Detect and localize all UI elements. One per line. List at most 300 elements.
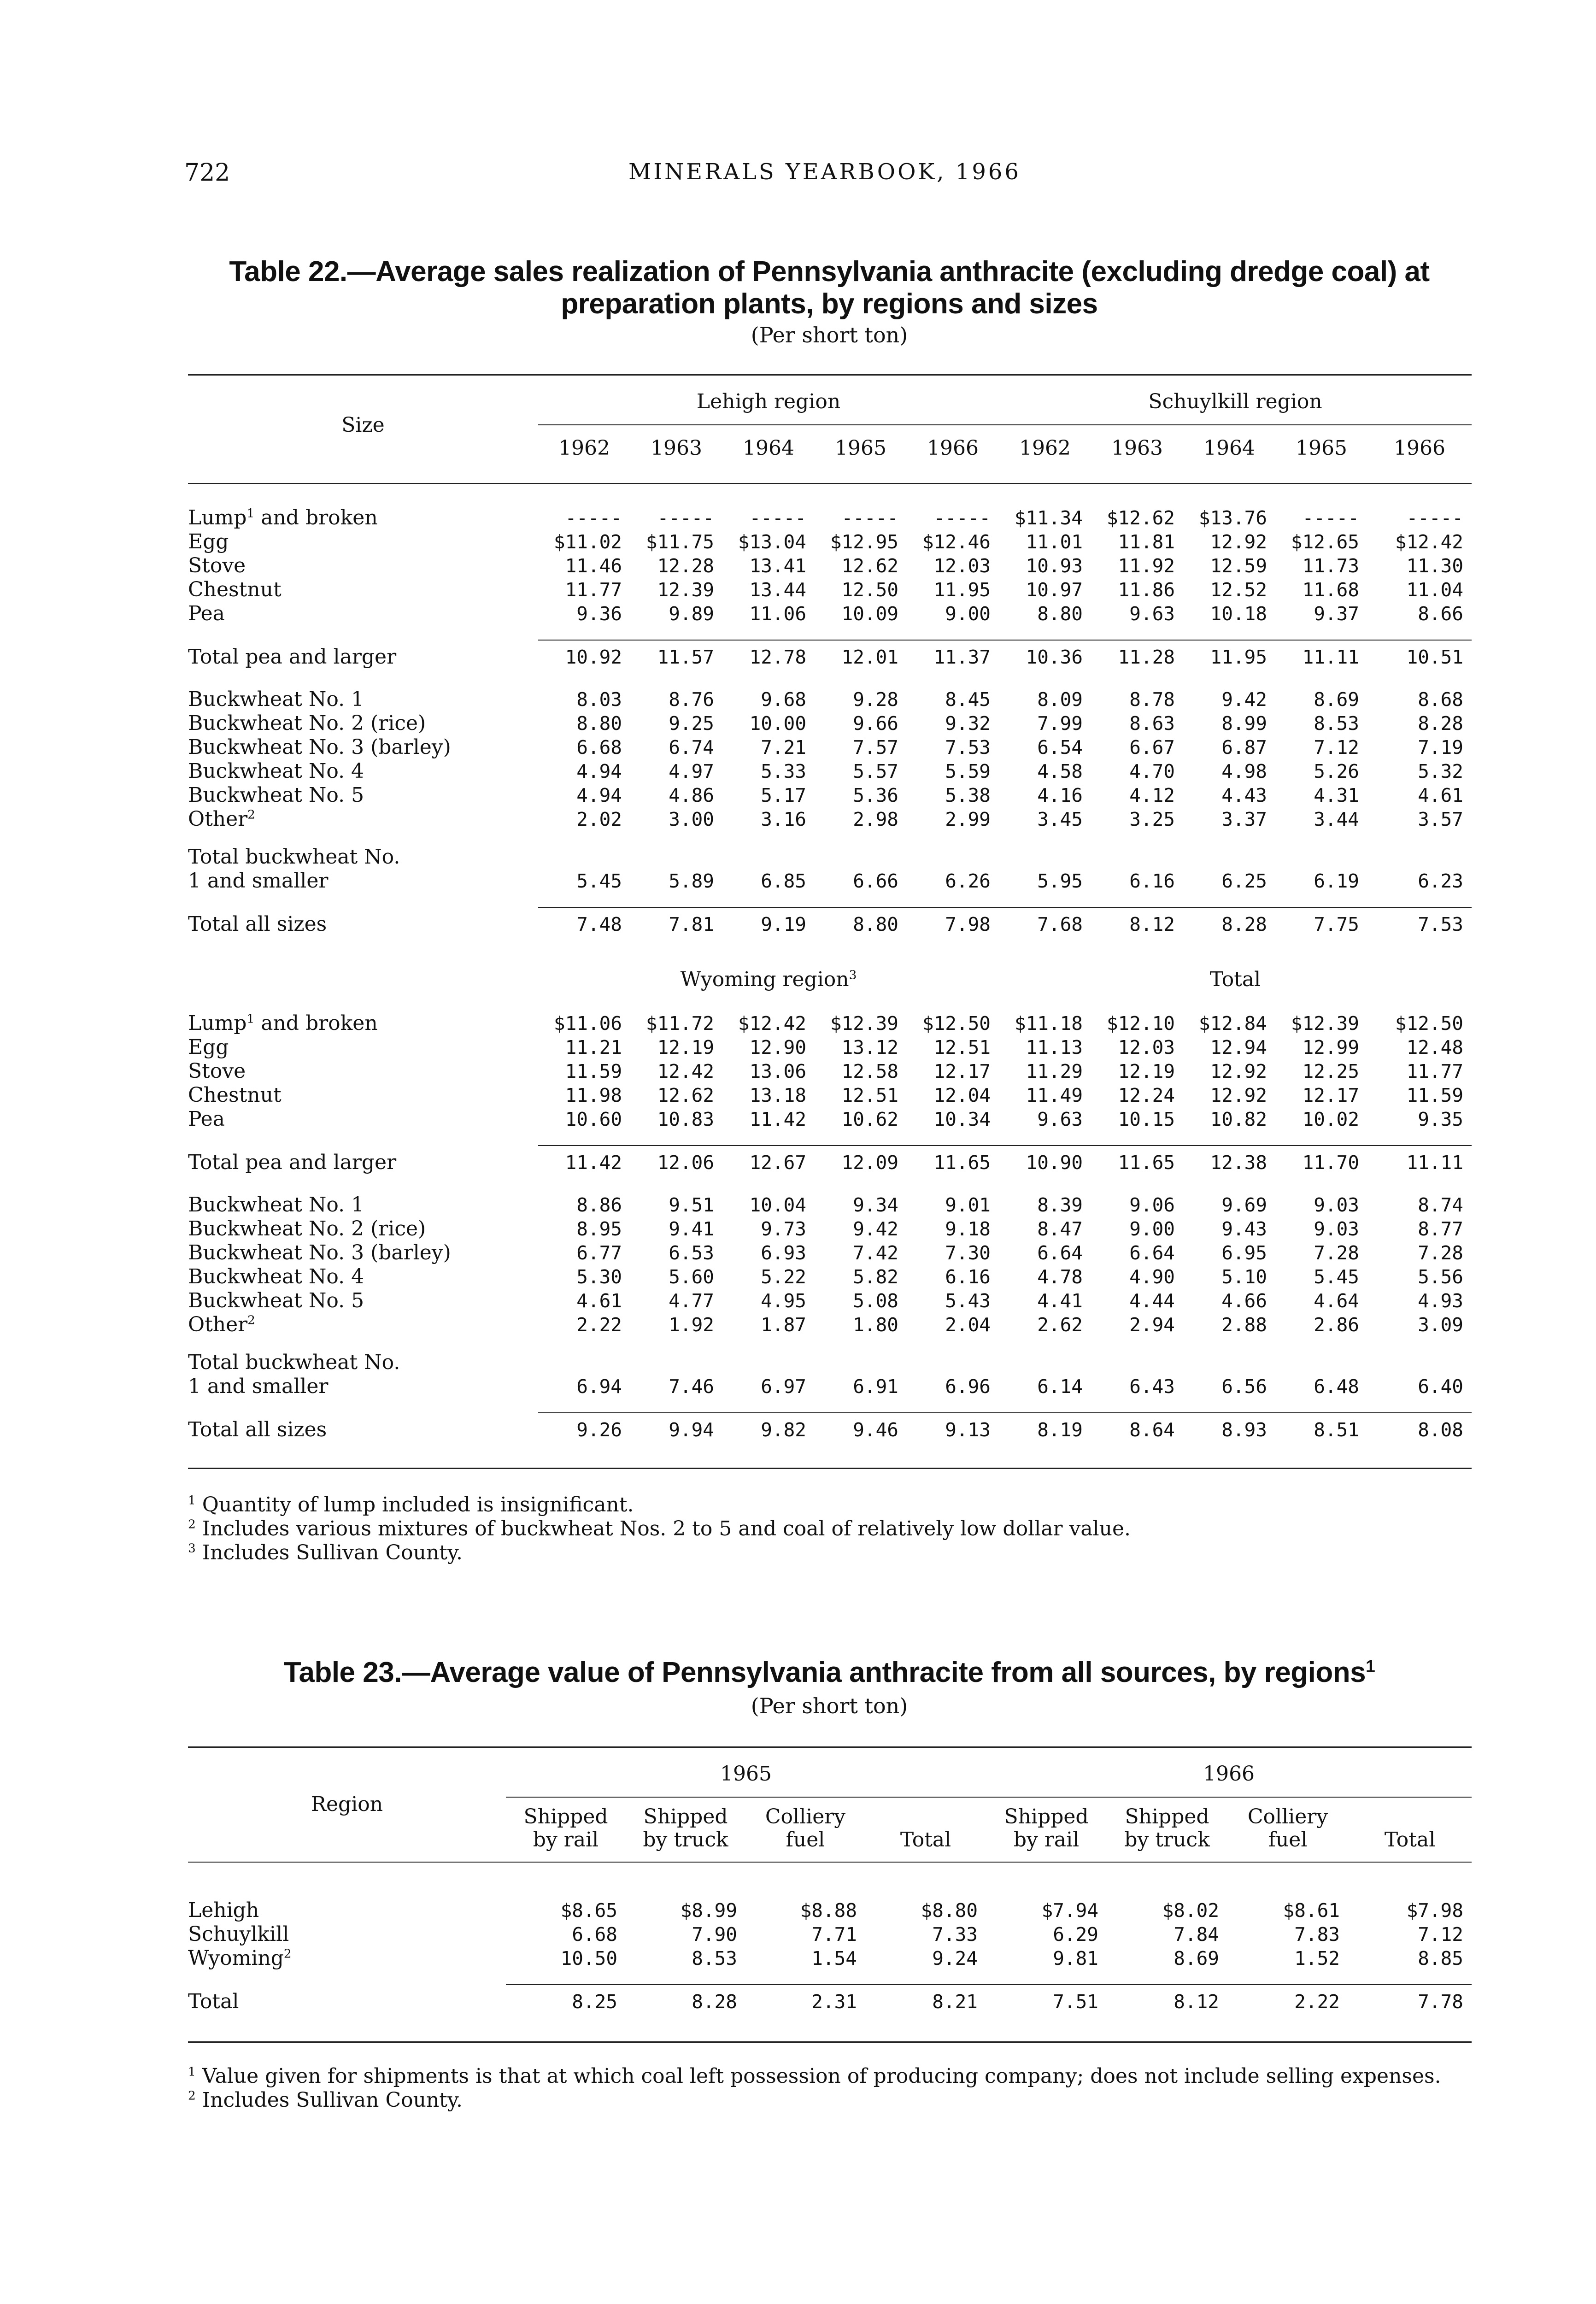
value-cell: 6.26 — [945, 870, 991, 892]
row-label: Other$^2$ — [188, 807, 255, 831]
value-cell: 6.97 — [761, 1375, 806, 1398]
value-cell: 6.95 — [1221, 1242, 1267, 1264]
value-cell: $11.34 — [1014, 507, 1083, 529]
value-cell: 9.51 — [669, 1194, 714, 1216]
value-cell: 4.97 — [669, 760, 714, 782]
value-cell: 11.65 — [1091, 1146, 1183, 1179]
value-cell: 5.43 — [945, 1290, 991, 1312]
value-cell: 9.26 — [538, 1413, 630, 1446]
value-cell: 6.29 — [1053, 1923, 1098, 1945]
value-cell: 4.93 — [1418, 1290, 1463, 1312]
year-header: 1962 — [558, 436, 610, 460]
value-cell: $12.84 — [1198, 1012, 1267, 1034]
value-cell: 7.99 — [1037, 712, 1083, 735]
row-label: Lehigh — [188, 1898, 259, 1922]
table-row — [188, 1059, 1472, 1083]
table-row — [188, 1193, 1472, 1217]
value-cell: 6.19 — [1314, 870, 1359, 892]
value-cell: 7.84 — [1174, 1923, 1219, 1945]
empty-cell — [815, 1351, 907, 1375]
value-cell: $8.61 — [1283, 1899, 1340, 1922]
value-cell: 10.15 — [1118, 1108, 1175, 1130]
value-cell: 5.22 — [761, 1266, 806, 1288]
value-cell: 2.98 — [853, 808, 898, 830]
value-cell: 7.53 — [945, 736, 991, 758]
value-cell: 1.54 — [811, 1947, 857, 1969]
value-cell: 10.82 — [1210, 1108, 1267, 1130]
value-cell: 8.03 — [576, 688, 622, 711]
value-cell: 9.03 — [1314, 1218, 1359, 1240]
value-cell: 4.94 — [576, 760, 622, 782]
value-cell: 3.45 — [1037, 808, 1083, 830]
value-cell: 10.02 — [1302, 1108, 1359, 1130]
value-cell: ----- — [1406, 507, 1463, 529]
value-cell: 4.41 — [1037, 1290, 1083, 1312]
table-row — [188, 1898, 1472, 1922]
value-cell: 10.34 — [933, 1108, 991, 1130]
value-cell: ----- — [841, 507, 898, 529]
value-cell: 8.77 — [1418, 1218, 1463, 1240]
table22-header-rule — [188, 483, 1472, 484]
value-cell: 3.16 — [761, 808, 806, 830]
value-cell: 9.46 — [815, 1413, 907, 1446]
value-cell: 4.66 — [1221, 1290, 1267, 1312]
row-label: Buckwheat No. 2 (rice) — [188, 711, 426, 735]
value-cell: 4.12 — [1129, 784, 1175, 806]
value-cell: 11.01 — [1026, 531, 1083, 553]
value-cell: 7.57 — [853, 736, 898, 758]
value-cell: $12.65 — [1291, 531, 1359, 553]
value-cell: 9.24 — [932, 1947, 978, 1969]
value-cell: 9.63 — [1037, 1108, 1083, 1130]
value-cell: 12.67 — [722, 1146, 815, 1179]
value-cell: 7.75 — [1275, 907, 1367, 941]
value-cell: 5.95 — [1037, 870, 1083, 892]
value-cell: ----- — [657, 507, 714, 529]
table-row — [188, 807, 1472, 831]
value-cell: 6.67 — [1129, 736, 1175, 758]
value-cell: 11.49 — [1026, 1084, 1083, 1106]
value-cell: 4.77 — [669, 1290, 714, 1312]
value-cell: 11.30 — [1406, 555, 1463, 577]
value-cell: $12.10 — [1106, 1012, 1175, 1034]
value-cell: 12.03 — [933, 555, 991, 577]
table-row — [188, 759, 1472, 783]
value-cell: $8.80 — [921, 1899, 978, 1922]
row-label: Buckwheat No. 4 — [188, 759, 364, 783]
total-row — [188, 869, 1472, 893]
value-cell: 4.43 — [1221, 784, 1267, 806]
value-cell: 5.26 — [1314, 760, 1359, 782]
value-cell: 8.66 — [1418, 603, 1463, 625]
column-header: Shipped by rail — [1004, 1805, 1089, 1851]
table23-body — [188, 1898, 1472, 2018]
column-header: Total — [900, 1828, 951, 1851]
value-cell: 2.22 — [576, 1314, 622, 1336]
value-cell: 8.12 — [1107, 1985, 1227, 2018]
value-cell: 5.08 — [853, 1290, 898, 1312]
value-cell: 6.87 — [1221, 736, 1267, 758]
value-cell: 9.42 — [853, 1218, 898, 1240]
row-label: Total — [188, 1989, 239, 2013]
table-row — [188, 711, 1472, 735]
value-cell: 8.53 — [692, 1947, 737, 1969]
value-cell: 11.11 — [1275, 640, 1367, 674]
value-cell: 6.48 — [1314, 1375, 1359, 1398]
value-cell: 6.14 — [1037, 1375, 1083, 1398]
value-cell: 1.87 — [761, 1314, 806, 1336]
value-cell: 8.69 — [1314, 688, 1359, 711]
value-cell: 11.81 — [1118, 531, 1175, 553]
value-cell: 11.21 — [565, 1036, 622, 1058]
value-cell: 13.44 — [749, 579, 806, 601]
footnote: $^1$ Quantity of lump included is insignificant. — [188, 1493, 634, 1516]
table-row — [188, 578, 1472, 602]
value-cell: 6.77 — [576, 1242, 622, 1264]
total-row — [188, 1985, 1472, 2018]
value-cell: 12.17 — [1302, 1084, 1359, 1106]
value-cell: $12.39 — [830, 1012, 898, 1034]
value-cell: 8.53 — [1314, 712, 1359, 735]
value-cell: $12.95 — [830, 531, 898, 553]
value-cell: ----- — [749, 507, 806, 529]
value-cell: $12.39 — [1291, 1012, 1359, 1034]
value-cell: 6.16 — [1129, 870, 1175, 892]
footnote: $^2$ Includes various mixtures of buckwheat Nos. 2 to 5 and coal of relatively low dollar value. — [188, 1517, 1131, 1540]
value-cell: 7.46 — [669, 1375, 714, 1398]
value-cell: 6.43 — [1129, 1375, 1175, 1398]
year-header: 1966 — [927, 436, 979, 460]
value-cell: 11.42 — [749, 1108, 806, 1130]
value-cell: 11.92 — [1118, 555, 1175, 577]
value-cell: 12.92 — [1210, 531, 1267, 553]
table22-section1 — [188, 506, 1472, 941]
page-number: 722 — [184, 159, 230, 187]
value-cell: 12.04 — [933, 1084, 991, 1106]
value-cell: 2.22 — [1227, 1985, 1348, 2018]
value-cell: $11.72 — [645, 1012, 714, 1034]
table22-section2 — [188, 1011, 1472, 1446]
value-cell: ----- — [933, 507, 991, 529]
empty-cell — [1091, 1351, 1183, 1375]
row-label: 1 and smaller — [188, 1375, 329, 1398]
year-header: 1963 — [1111, 436, 1163, 460]
value-cell: 5.36 — [853, 784, 898, 806]
size-column-header: Size — [341, 413, 385, 437]
value-cell: 8.19 — [999, 1413, 1091, 1446]
value-cell: 6.56 — [1221, 1375, 1267, 1398]
value-cell: 10.36 — [999, 640, 1091, 674]
value-cell: 6.53 — [669, 1242, 714, 1264]
value-cell: 8.86 — [576, 1194, 622, 1216]
value-cell: $12.42 — [1395, 531, 1463, 553]
value-cell: 8.95 — [576, 1218, 622, 1240]
value-cell: 5.17 — [761, 784, 806, 806]
value-cell: 10.00 — [749, 712, 806, 735]
value-cell: 9.89 — [669, 603, 714, 625]
value-cell: 5.60 — [669, 1266, 714, 1288]
value-cell: 1.92 — [669, 1314, 714, 1336]
row-label: Total buckwheat No. — [188, 845, 400, 869]
row-label: Buckwheat No. 1 — [188, 688, 364, 711]
value-cell: $11.75 — [645, 531, 714, 553]
table23-header — [188, 1751, 1472, 1857]
value-cell: $13.04 — [738, 531, 806, 553]
region-column-header: Region — [311, 1792, 383, 1816]
value-cell: 6.91 — [853, 1375, 898, 1398]
value-cell: $13.76 — [1198, 507, 1267, 529]
value-cell: 9.32 — [945, 712, 991, 735]
row-label: Total pea and larger — [188, 1150, 397, 1174]
value-cell: 3.09 — [1418, 1314, 1463, 1336]
row-label: Schuylkill — [188, 1922, 289, 1946]
year-header: 1964 — [743, 436, 794, 460]
value-cell: 1.52 — [1294, 1947, 1340, 1969]
empty-cell — [1275, 1351, 1367, 1375]
value-cell: 8.09 — [1037, 688, 1083, 711]
value-cell: 11.95 — [1183, 640, 1275, 674]
value-cell: 12.58 — [841, 1060, 898, 1082]
value-cell: 9.94 — [630, 1413, 722, 1446]
table-row — [188, 602, 1472, 626]
empty-cell — [1183, 845, 1275, 869]
value-cell: 10.97 — [1026, 579, 1083, 601]
value-cell: 7.90 — [692, 1923, 737, 1945]
value-cell: 9.82 — [722, 1413, 815, 1446]
running-title: MINERALS YEARBOOK, 1966 — [628, 159, 1021, 185]
value-cell: 3.25 — [1129, 808, 1175, 830]
value-cell: 7.28 — [1418, 1242, 1463, 1264]
value-cell: 7.12 — [1314, 736, 1359, 758]
value-cell: 5.89 — [669, 870, 714, 892]
value-cell: 7.98 — [907, 907, 999, 941]
value-cell: 9.13 — [907, 1413, 999, 1446]
row-label: Chestnut — [188, 1083, 282, 1107]
value-cell: $8.65 — [560, 1899, 617, 1922]
value-cell: 12.09 — [815, 1146, 907, 1179]
value-cell: 12.25 — [1302, 1060, 1359, 1082]
value-cell: 6.54 — [1037, 736, 1083, 758]
value-cell: 2.04 — [945, 1314, 991, 1336]
value-cell: 8.80 — [815, 907, 907, 941]
value-cell: 8.99 — [1221, 712, 1267, 735]
value-cell: 9.41 — [669, 1218, 714, 1240]
value-cell: 8.76 — [669, 688, 714, 711]
table-row — [188, 1241, 1472, 1265]
value-cell: 10.62 — [841, 1108, 898, 1130]
value-cell: 3.00 — [669, 808, 714, 830]
value-cell: 8.39 — [1037, 1194, 1083, 1216]
value-cell: 4.61 — [1418, 784, 1463, 806]
value-cell: 9.18 — [945, 1218, 991, 1240]
value-cell: 7.12 — [1418, 1923, 1463, 1945]
table-row — [188, 1946, 1472, 1970]
row-label: Buckwheat No. 3 (barley) — [188, 735, 451, 759]
value-cell: 4.90 — [1129, 1266, 1175, 1288]
value-cell: 6.66 — [853, 870, 898, 892]
value-cell: 8.51 — [1275, 1413, 1367, 1446]
value-cell: 5.10 — [1221, 1266, 1267, 1288]
table-row — [188, 1313, 1472, 1337]
table22-footnotes — [188, 1493, 1473, 1565]
value-cell: 13.12 — [841, 1036, 898, 1058]
value-cell: 10.60 — [565, 1108, 622, 1130]
value-cell: 8.25 — [506, 1985, 626, 2018]
empty-cell — [538, 845, 630, 869]
value-cell: 2.88 — [1221, 1314, 1267, 1336]
value-cell: 8.63 — [1129, 712, 1175, 735]
value-cell: 8.45 — [945, 688, 991, 711]
value-cell: 7.83 — [1294, 1923, 1340, 1945]
value-cell: 5.38 — [945, 784, 991, 806]
value-cell: 6.25 — [1221, 870, 1267, 892]
value-cell: 10.92 — [538, 640, 630, 674]
empty-cell — [1275, 845, 1367, 869]
value-cell: 12.52 — [1210, 579, 1267, 601]
empty-cell — [630, 845, 722, 869]
table22-title-line1: Table 22.—Average sales realization of Pennsylvania anthracite (excluding dredge coal) at — [229, 256, 1430, 288]
value-cell: 11.68 — [1302, 579, 1359, 601]
row-label: Buckwheat No. 5 — [188, 783, 364, 807]
value-cell: 12.42 — [657, 1060, 714, 1082]
value-cell: 5.82 — [853, 1266, 898, 1288]
value-cell: 6.40 — [1418, 1375, 1463, 1398]
value-cell: 8.93 — [1183, 1413, 1275, 1446]
value-cell: 11.04 — [1406, 579, 1463, 601]
value-cell: 9.28 — [853, 688, 898, 711]
value-cell: 10.04 — [749, 1194, 806, 1216]
value-cell: 3.57 — [1418, 808, 1463, 830]
footnote: $^3$ Includes Sullivan County. — [188, 1541, 463, 1564]
column-header: Total — [1384, 1828, 1436, 1851]
table-row — [188, 688, 1472, 711]
value-cell: $12.62 — [1106, 507, 1175, 529]
column-header: Shipped by truck — [643, 1805, 728, 1851]
column-header: Shipped by rail — [523, 1805, 608, 1851]
table23-header-rule — [188, 1862, 1472, 1863]
row-label: Buckwheat No. 1 — [188, 1193, 364, 1217]
value-cell: 8.78 — [1129, 688, 1175, 711]
value-cell: 7.48 — [538, 907, 630, 941]
value-cell: 12.24 — [1118, 1084, 1175, 1106]
value-cell: $7.98 — [1406, 1899, 1463, 1922]
value-cell: 12.99 — [1302, 1036, 1359, 1058]
empty-cell — [999, 1351, 1091, 1375]
value-cell: 7.33 — [932, 1923, 978, 1945]
value-cell: 11.42 — [538, 1146, 630, 1179]
value-cell: $12.50 — [922, 1012, 991, 1034]
value-cell: 11.59 — [1406, 1084, 1463, 1106]
table22-title-line2: preparation plants, by regions and sizes — [561, 288, 1098, 320]
row-label: Total all sizes — [188, 912, 327, 936]
value-cell: 9.63 — [1129, 603, 1175, 625]
value-cell: 4.58 — [1037, 760, 1083, 782]
value-cell: 6.93 — [761, 1242, 806, 1264]
table-row — [188, 1011, 1472, 1035]
value-cell: 6.64 — [1129, 1242, 1175, 1264]
value-cell: ----- — [565, 507, 622, 529]
column-header: Colliery fuel — [1247, 1805, 1328, 1851]
table23-footnotes — [188, 2064, 1473, 2112]
value-cell: 9.43 — [1221, 1218, 1267, 1240]
value-cell: 7.68 — [999, 907, 1091, 941]
value-cell: 10.90 — [999, 1146, 1091, 1179]
table-row — [188, 735, 1472, 759]
value-cell: 8.85 — [1418, 1947, 1463, 1969]
table23-title: Table 23.—Average value of Pennsylvania anthracite from all sources, by regions$^1$ — [283, 1656, 1375, 1688]
value-cell: 8.80 — [576, 712, 622, 735]
value-cell: 11.70 — [1275, 1146, 1367, 1179]
table-row — [188, 783, 1472, 807]
value-cell: 7.30 — [945, 1242, 991, 1264]
value-cell: 11.13 — [1026, 1036, 1083, 1058]
footnote: $^2$ Includes Sullivan County. — [188, 2088, 463, 2112]
table-row — [188, 1035, 1472, 1059]
value-cell: 11.06 — [749, 603, 806, 625]
value-cell: 12.50 — [841, 579, 898, 601]
value-cell: 9.34 — [853, 1194, 898, 1216]
value-cell: 2.62 — [1037, 1314, 1083, 1336]
value-cell: $11.06 — [553, 1012, 622, 1034]
value-cell: 7.42 — [853, 1242, 898, 1264]
value-cell: ----- — [1302, 507, 1359, 529]
table22-top-rule — [188, 374, 1472, 376]
value-cell: 9.66 — [853, 712, 898, 735]
value-cell: 12.51 — [933, 1036, 991, 1058]
total-row-label-line — [188, 845, 1472, 869]
value-cell: 13.06 — [749, 1060, 806, 1082]
value-cell: 12.19 — [657, 1036, 714, 1058]
value-cell: 12.19 — [1118, 1060, 1175, 1082]
year-header: 1965 — [1296, 436, 1348, 460]
running-header — [184, 159, 1465, 196]
year-header: 1966 — [1394, 436, 1446, 460]
footnote: $^1$ Value given for shipments is that at which coal left possession of producing company; does not include selling expenses. — [188, 2064, 1441, 2088]
value-cell: 4.44 — [1129, 1290, 1175, 1312]
row-label: Lump$^1$ and broken — [188, 1011, 378, 1035]
value-cell: 12.38 — [1183, 1146, 1275, 1179]
table-row — [188, 506, 1472, 530]
value-cell: 6.16 — [945, 1266, 991, 1288]
row-label: Stove — [188, 1059, 246, 1083]
value-cell: 12.94 — [1210, 1036, 1267, 1058]
value-cell: 4.98 — [1221, 760, 1267, 782]
value-cell: 3.37 — [1221, 808, 1267, 830]
row-label: Other$^2$ — [188, 1313, 255, 1336]
value-cell: 5.30 — [576, 1266, 622, 1288]
empty-cell — [1367, 1351, 1472, 1375]
row-label: Buckwheat No. 4 — [188, 1265, 364, 1288]
column-header: Colliery fuel — [765, 1805, 846, 1851]
value-cell: 4.61 — [576, 1290, 622, 1312]
row-label: Egg — [188, 1035, 229, 1059]
year-header: 1964 — [1203, 436, 1256, 460]
value-cell: 8.80 — [1037, 603, 1083, 625]
value-cell: 9.69 — [1221, 1194, 1267, 1216]
table-row — [188, 1107, 1472, 1131]
value-cell: 12.01 — [815, 640, 907, 674]
value-cell: 4.64 — [1314, 1290, 1359, 1312]
value-cell: 9.25 — [669, 712, 714, 735]
total-row — [188, 1413, 1472, 1446]
empty-cell — [907, 845, 999, 869]
value-cell: 7.53 — [1367, 907, 1472, 941]
schuylkill-region-header: Schuylkill region — [999, 379, 1472, 425]
row-label: Egg — [188, 530, 229, 553]
value-cell: $12.50 — [1395, 1012, 1463, 1034]
value-cell: 11.46 — [565, 555, 622, 577]
value-cell: 6.74 — [669, 736, 714, 758]
